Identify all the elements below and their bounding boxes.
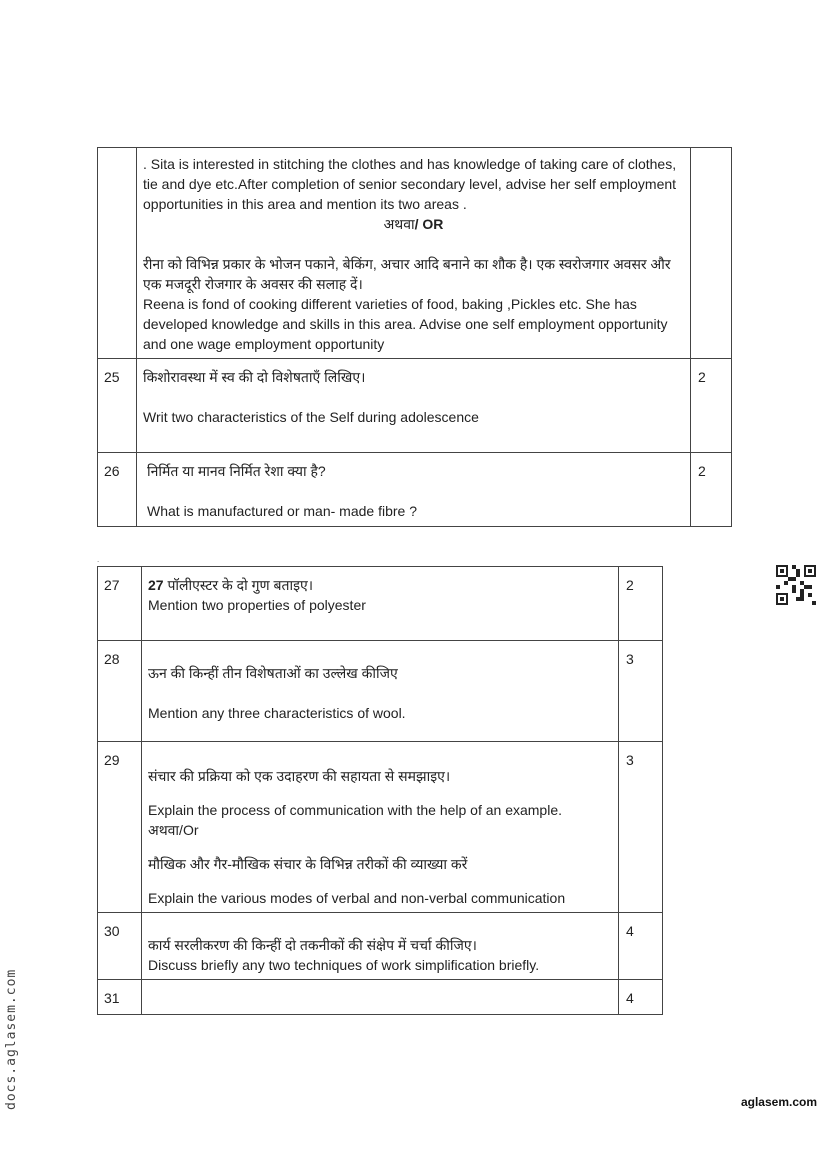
questions-table-2 bbox=[97, 566, 663, 1015]
question-content bbox=[142, 980, 619, 1015]
question-content bbox=[137, 148, 691, 359]
or-hindi: अथवा bbox=[383, 216, 415, 232]
question-number: 26 bbox=[98, 453, 137, 527]
table-row bbox=[98, 567, 663, 641]
table-row bbox=[98, 742, 663, 913]
question-content bbox=[142, 913, 619, 980]
stray-dot: . bbox=[97, 555, 100, 564]
question-number: 27 bbox=[98, 567, 142, 641]
qr-code-icon bbox=[776, 565, 816, 605]
question-marks: 4 bbox=[619, 913, 663, 980]
question-text-en: Mention any three characteristics of wool. bbox=[148, 705, 406, 721]
question-hi-text: पॉलीएस्टर के दो गुण बताइए। bbox=[167, 577, 314, 593]
table-row bbox=[98, 980, 663, 1015]
question-number: 30 bbox=[98, 913, 142, 980]
question-content bbox=[137, 359, 691, 453]
or-separator bbox=[143, 214, 684, 234]
question-text-hi-alt: मौखिक और गैर-मौखिक संचार के विभिन्न तरीकों की व्याख्या करें bbox=[148, 856, 468, 872]
question-text-en: Explain the process of communication with the help of an example. bbox=[148, 802, 563, 818]
question-marks: 3 bbox=[619, 742, 663, 913]
question-marks: 4 bbox=[619, 980, 663, 1015]
or-separator: अथवा/Or bbox=[148, 822, 199, 838]
table-row bbox=[98, 641, 663, 742]
table-row bbox=[98, 913, 663, 980]
question-text-en: What is manufactured or man- made fibre ? bbox=[147, 503, 418, 519]
question-text-hi: ऊन की किन्हीं तीन विशेषताओं का उल्लेख कीजिए bbox=[148, 665, 398, 681]
question-text-en: Mention two properties of polyester bbox=[148, 597, 366, 613]
question-marks: 2 bbox=[619, 567, 663, 641]
question-number bbox=[98, 148, 137, 359]
question-number: 31 bbox=[98, 980, 142, 1015]
question-marks: 3 bbox=[619, 641, 663, 742]
table-row bbox=[98, 148, 732, 359]
question-content bbox=[142, 641, 619, 742]
question-text-hi: संचार की प्रक्रिया को एक उदाहरण की सहायता से समझाइए। bbox=[148, 768, 451, 784]
question-text-hi: किशोरावस्था में स्व की दो विशेषताएँ लिखिए। bbox=[143, 369, 366, 385]
question-number: 25 bbox=[98, 359, 137, 453]
question-content bbox=[137, 453, 691, 527]
question-content bbox=[142, 567, 619, 641]
question-text-hi: रीना को विभिन्न प्रकार के भोजन पकाने, बेकिंग, अचार आदि बनाने का शौक है। एक स्वरोजगार अवसर और एक मजदूरी रोजगार के अवसर की सलाह दें। bbox=[143, 256, 671, 292]
question-marks: 2 bbox=[691, 453, 732, 527]
question-number: 29 bbox=[98, 742, 142, 913]
table-row bbox=[98, 453, 732, 527]
or-english: / OR bbox=[414, 216, 444, 232]
question-content bbox=[142, 742, 619, 913]
footer-brand: aglasem.com bbox=[740, 1095, 817, 1109]
question-text-hi: निर्मित या मानव निर्मित रेशा क्या है? bbox=[147, 463, 326, 479]
question-text-hi: कार्य सरलीकरण की किन्हीं दो तकनीकों की संक्षेप में चर्चा कीजिए। bbox=[148, 937, 477, 953]
question-text-en: Discuss briefly any two techniques of work simplification briefly. bbox=[148, 957, 540, 973]
question-marks: 2 bbox=[691, 359, 732, 453]
question-text-en: Writ two characteristics of the Self during adolescence bbox=[143, 409, 479, 425]
table-row bbox=[98, 359, 732, 453]
question-text-hi bbox=[148, 575, 612, 595]
question-text-en-alt: Explain the various modes of verbal and non-verbal communication bbox=[148, 890, 566, 906]
questions-table-1 bbox=[97, 147, 732, 527]
question-number: 28 bbox=[98, 641, 142, 742]
question-text-en: Reena is fond of cooking different varieties of food, baking ,Pickles etc. She has developed knowledge and skills in this area. Advise one self employment opportunity and one wage employment opportunity bbox=[143, 296, 668, 352]
watermark-text: docs.aglasem.com bbox=[4, 968, 19, 1110]
question-prefix: 27 bbox=[148, 577, 164, 593]
question-marks bbox=[691, 148, 732, 359]
question-text-en: . Sita is interested in stitching the clothes and has knowledge of taking care of clothes, tie and dye etc.After completion of senior secondary level, advise her self employment opportunities in this area and mention its two areas . bbox=[143, 156, 677, 212]
